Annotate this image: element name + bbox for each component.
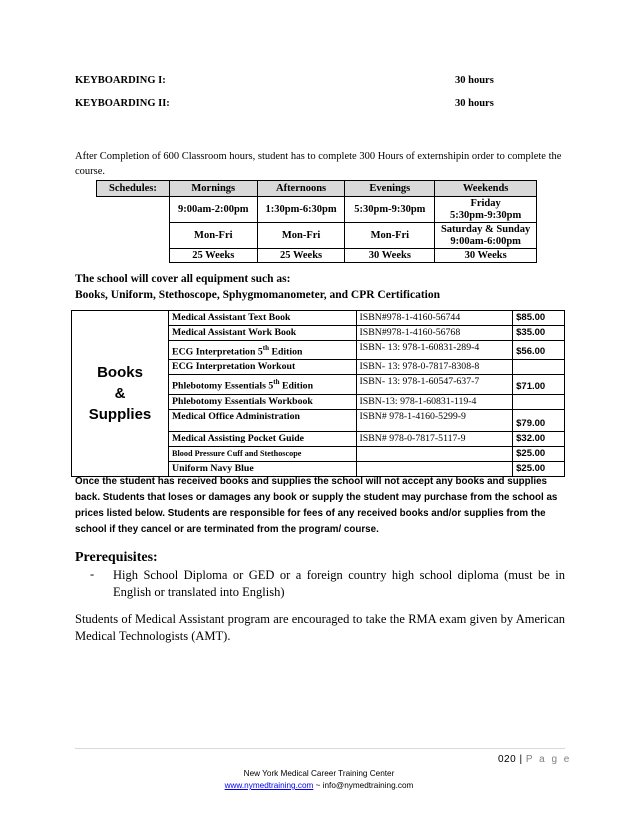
- schedule-time: 5:30pm-9:30pm: [345, 197, 435, 223]
- item-text: Edition: [269, 346, 303, 358]
- item-superscript: th: [262, 344, 269, 352]
- prerequisite-item: High School Diploma or GED or a foreign country high school diploma (must be in English or translated into English): [113, 568, 565, 599]
- footer-organization: New York Medical Career Training Center: [243, 769, 395, 778]
- book-price: $35.00: [513, 326, 565, 341]
- rma-exam-note: Students of Medical Assistant program are encouraged to take the RMA exam given by American Medical Technologists (AMT).: [75, 612, 565, 643]
- schedule-blank: [97, 249, 170, 263]
- book-item: Phlebotomy Essentials Workbook: [169, 394, 356, 409]
- book-item: [169, 341, 356, 360]
- book-item: [169, 375, 356, 394]
- book-item: Medical Assisting Pocket Guide: [169, 431, 356, 446]
- book-isbn: ISBN# 978-0-7817-5117-9: [356, 431, 513, 446]
- schedule-header: Schedules:: [97, 181, 170, 197]
- book-isbn: ISBN#978-1-4160-56768: [356, 326, 513, 341]
- page-number-separator: |: [519, 754, 523, 765]
- schedule-time: 9:00am-2:00pm: [169, 197, 257, 223]
- label-line: &: [114, 384, 126, 402]
- page-word: P a g e: [525, 754, 572, 765]
- book-price: $32.00: [513, 431, 565, 446]
- schedule-blank: [97, 197, 170, 223]
- equipment-statement: [75, 271, 440, 303]
- book-price: [513, 360, 565, 375]
- book-price: $56.00: [513, 341, 565, 360]
- website-link[interactable]: www.nymedtraining.com: [224, 781, 314, 790]
- schedule-weekend-friday: [435, 197, 537, 223]
- book-isbn: ISBN-13: 978-1-60831-119-4: [356, 394, 513, 409]
- schedule-header: Afternoons: [257, 181, 345, 197]
- footer-divider: [75, 748, 565, 749]
- book-item: Uniform Navy Blue: [169, 461, 356, 476]
- email-text: info@nymedtraining.com: [322, 781, 414, 790]
- schedule-time: 1:30pm-6:30pm: [257, 197, 345, 223]
- item-superscript: th: [273, 378, 280, 387]
- equipment-line: Books, Uniform, Stethoscope, Sphygmomanometer, and CPR Certification: [75, 289, 441, 301]
- contact-separator: ~: [313, 781, 323, 790]
- book-item: Medical Office Administration: [169, 409, 356, 431]
- schedule-weeks: 25 Weeks: [257, 249, 345, 263]
- book-price: $79.00: [513, 409, 565, 431]
- book-isbn: ISBN- 13: 978-1-60547-637-7: [356, 375, 513, 394]
- course-row-keyboarding-1: [75, 75, 565, 86]
- book-item: Medical Assistant Text Book: [169, 311, 356, 326]
- schedule-table: [96, 180, 537, 263]
- schedule-header: Evenings: [345, 181, 435, 197]
- book-item: ECG Interpretation Workout: [169, 360, 356, 375]
- weekend-time: 5:30pm-9:30pm: [450, 209, 522, 221]
- book-isbn: ISBN- 13: 978-0-7817-8308-8: [356, 360, 513, 375]
- book-price: $71.00: [513, 375, 565, 394]
- book-isbn: [356, 446, 513, 461]
- weekend-time: 9:00am-6:00pm: [450, 235, 521, 247]
- weekend-day: Saturday & Sunday: [440, 223, 531, 235]
- schedule-days: Mon-Fri: [345, 223, 435, 249]
- course-name: KEYBOARDING II:: [75, 98, 170, 109]
- item-text: ECG Interpretation 5: [172, 346, 263, 358]
- page-number-value: 020: [498, 754, 517, 765]
- externship-intro: After Completion of 600 Classroom hours, student has to complete 300 Hours of externshipin order to complete the course.: [75, 151, 562, 177]
- schedule-header: Weekends: [435, 181, 537, 197]
- book-price: [513, 394, 565, 409]
- course-hours: 30 hours: [455, 75, 494, 86]
- schedule-weeks: 25 Weeks: [169, 249, 257, 263]
- books-supplies-table: [71, 310, 565, 477]
- return-policy: Once the student has received books and supplies the school will not accept any books and supplies back. Students that loses or damages any book or supply the student may purchase from the school as prices listed below. Students are responsible for fees of any received books and/or supplies from the school if they cancel or are terminated from the program/ course.: [75, 476, 558, 535]
- books-supplies-label: [72, 311, 169, 477]
- schedule-weekend-saturday-sunday: [435, 223, 537, 249]
- item-text: Phlebotomy Essentials 5: [172, 380, 274, 392]
- book-item: Medical Assistant Work Book: [169, 326, 356, 341]
- book-price: $25.00: [513, 461, 565, 476]
- label-line: Supplies: [88, 405, 152, 423]
- weekend-day: Friday: [470, 197, 501, 209]
- book-price: $25.00: [513, 446, 565, 461]
- course-row-keyboarding-2: [75, 98, 565, 109]
- prerequisite-bullet: -: [90, 567, 95, 581]
- schedule-days: Mon-Fri: [169, 223, 257, 249]
- label-line: Books: [97, 363, 143, 381]
- schedule-header: Mornings: [169, 181, 257, 197]
- prerequisites-title: Prerequisites:: [75, 550, 158, 565]
- book-item: Blood Pressure Cuff and Stethoscope: [169, 446, 356, 461]
- schedule-weeks: 30 Weeks: [345, 249, 435, 263]
- schedule-days: Mon-Fri: [257, 223, 345, 249]
- book-isbn: ISBN- 13: 978-1-60831-289-4: [356, 341, 513, 360]
- schedule-blank: [97, 223, 170, 249]
- book-isbn: ISBN# 978-1-4160-5299-9: [356, 409, 513, 431]
- page-number: [498, 754, 571, 765]
- schedule-weeks: 30 Weeks: [435, 249, 537, 263]
- course-hours: 30 hours: [455, 98, 494, 109]
- book-price: $85.00: [513, 311, 565, 326]
- item-text: Edition: [279, 380, 314, 392]
- footer-contact: [0, 781, 638, 790]
- book-isbn: ISBN#978-1-4160-56744: [356, 311, 513, 326]
- equipment-line: The school will cover all equipment such as:: [75, 273, 291, 285]
- course-name: KEYBOARDING I:: [75, 75, 166, 86]
